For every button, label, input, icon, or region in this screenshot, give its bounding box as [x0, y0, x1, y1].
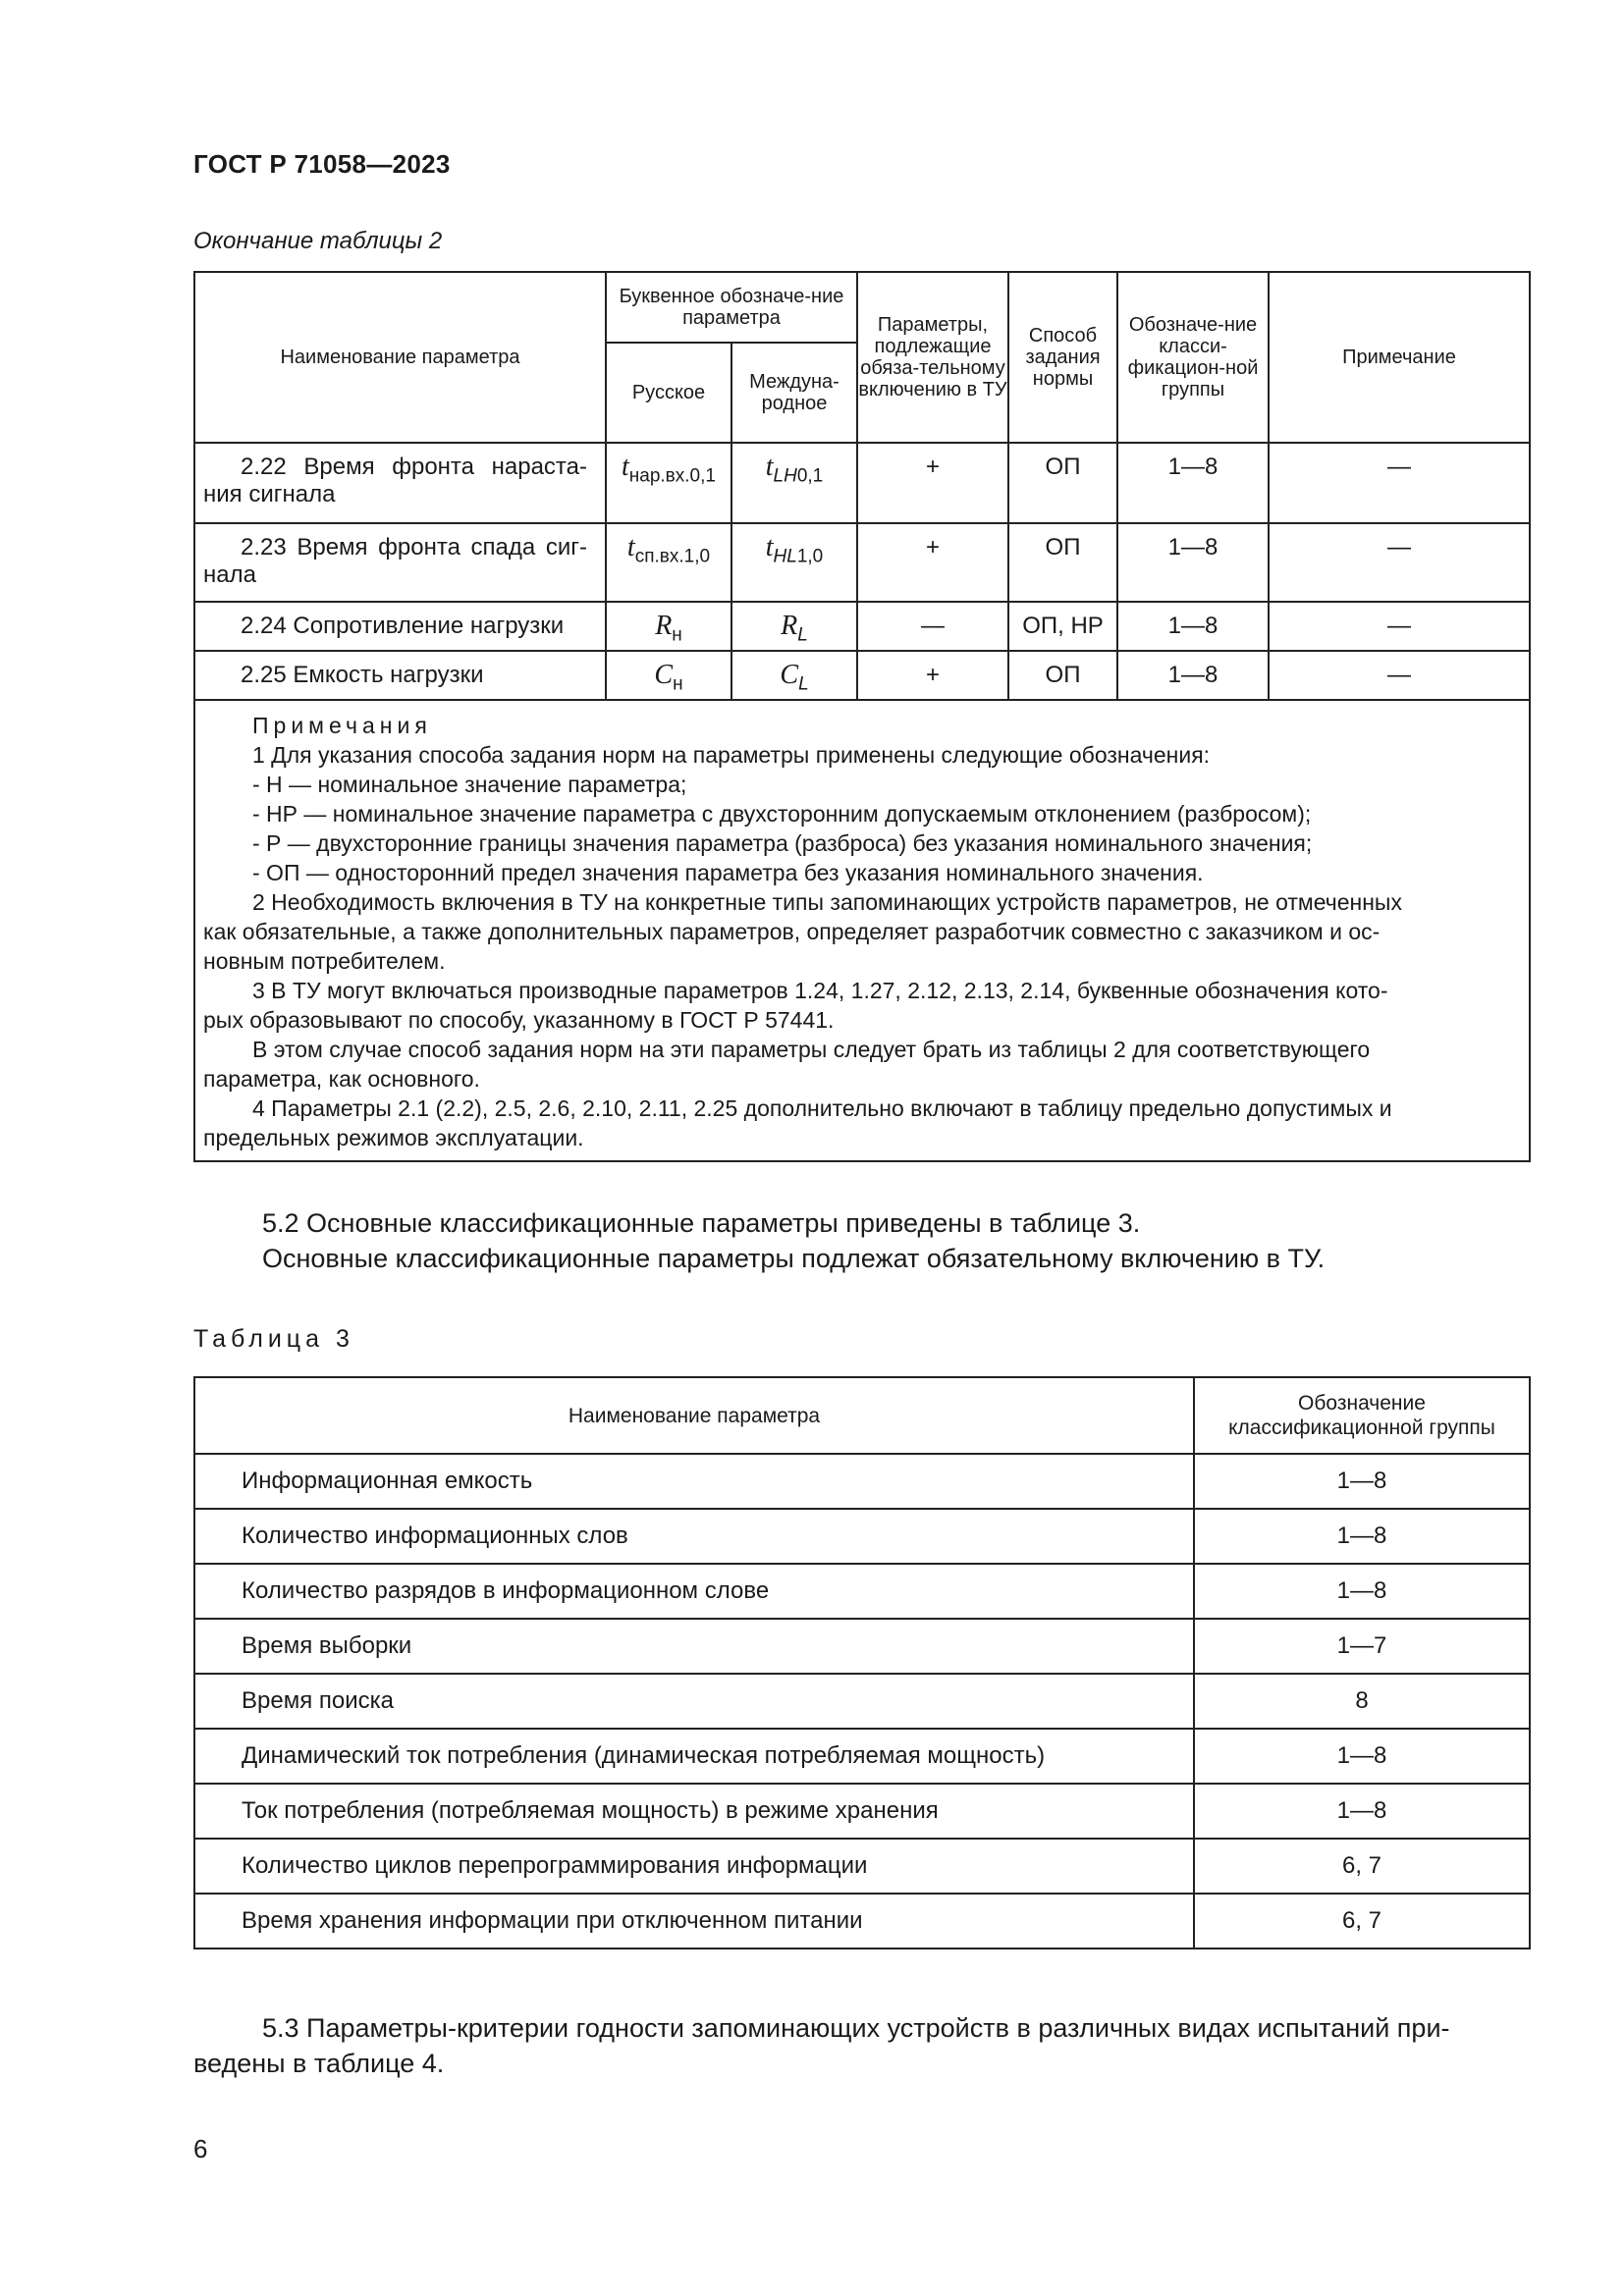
class-group: 1—8: [1194, 1729, 1530, 1784]
class-group: 1—7: [1194, 1619, 1530, 1674]
header-international: Междуна-родное: [731, 343, 857, 443]
table-row: [194, 1564, 1530, 1619]
table-2: [193, 271, 1531, 1162]
russian-symbol: $C_н$: [606, 651, 731, 700]
norm-method: ОП: [1008, 651, 1117, 700]
table3-body: [194, 1454, 1530, 1949]
header-note: Примечание: [1269, 272, 1530, 443]
note-4-line: 4 Параметры 2.1 (2.2), 2.5, 2.6, 2.10, 2.11, 2.25 дополнительно включают в таблицу предельно допустимых и: [252, 1095, 1392, 1121]
header-class-group: [1194, 1377, 1530, 1454]
norm-method: ОП: [1008, 443, 1117, 523]
parameter-name: Ток потребления (потребляемая мощность) в режиме хранения: [194, 1784, 1194, 1839]
table-row: [194, 1509, 1530, 1564]
note-1-item: - ОП — односторонний предел значения параметра без указания номинального значения.: [252, 860, 1204, 885]
table2-continuation-caption: Окончание таблицы 2: [193, 228, 443, 254]
table-row: [194, 1619, 1530, 1674]
class-group: 1—8: [1117, 651, 1269, 700]
note: —: [1269, 443, 1530, 523]
note-1-item: - НР — номинальное значение параметра с двухсторонним допускаемым отклонением (разбросом);: [252, 801, 1312, 827]
table-row: [194, 523, 1530, 602]
paragraph-line: 5.3 Параметры-критерии годности запоминающих устройств в различных видах испытаний при-: [262, 2013, 1450, 2043]
note-2-line: 2 Необходимость включения в ТУ на конкретные типы запоминающих устройств параметров, не отмеченных: [252, 889, 1402, 915]
parameter-name: Динамический ток потребления (динамическая потребляемая мощность): [194, 1729, 1194, 1784]
table-row: [194, 443, 1530, 523]
header-class-group: Обозначе-ние класси-фикацион-ной группы: [1117, 272, 1269, 443]
russian-symbol: $t_{нар.вх.0,1}$: [606, 443, 731, 523]
paragraph: 5.2 Основные классификационные параметры приведены в таблице 3.: [262, 1208, 1141, 1238]
paragraph: Основные классификационные параметры подлежат обязательному включению в ТУ.: [262, 1244, 1326, 1273]
paragraph-line: ведены в таблице 4.: [193, 2049, 445, 2078]
note-1-item: - Р — двухсторонние границы значения параметра (разброса) без указания номинального значения;: [252, 830, 1313, 856]
class-group: 1—8: [1194, 1454, 1530, 1509]
international-symbol: $R_L$: [731, 602, 857, 651]
note: —: [1269, 523, 1530, 602]
parameter-name: Информационная емкость: [194, 1454, 1194, 1509]
page-number: 6: [193, 2134, 208, 2163]
parameter-name: Время хранения информации при отключенном питании: [194, 1894, 1194, 1949]
russian-symbol: $t_{сп.вх.1,0}$: [606, 523, 731, 602]
header-class-group-line: классификационной группы: [1228, 1416, 1495, 1439]
norm-method: ОП: [1008, 523, 1117, 602]
parameter-name: Количество циклов перепрограммирования информации: [194, 1839, 1194, 1894]
international-symbol: $t_{LH0,1}$: [731, 443, 857, 523]
parameter-name: 2.24 Сопротивление нагрузки: [194, 602, 606, 651]
document-code: ГОСТ Р 71058—2023: [193, 149, 451, 179]
table-row: [194, 1674, 1530, 1729]
table3-caption: Таблица 3: [193, 1325, 354, 1353]
international-symbol: $C_L$: [731, 651, 857, 700]
section-5-3: [193, 2010, 1529, 2081]
russian-symbol: $R_н$: [606, 602, 731, 651]
header-russian: Русское: [606, 343, 731, 443]
header-parameter-name: Наименование параметра: [194, 1377, 1194, 1454]
header-letter-designation: Буквенное обозначе-ние параметра: [606, 272, 857, 343]
mandatory-mark: +: [857, 523, 1008, 602]
class-group: 8: [1194, 1674, 1530, 1729]
class-group: 6, 7: [1194, 1839, 1530, 1894]
note-3-line: В этом случае способ задания норм на эти параметры следует брать из таблицы 2 для соответствующего: [252, 1037, 1371, 1062]
note: —: [1269, 651, 1530, 700]
table-3: [193, 1376, 1531, 1949]
table-row: [194, 651, 1530, 700]
header-class-group-line: Обозначение: [1298, 1392, 1426, 1415]
table-row: [194, 1454, 1530, 1509]
table-row: [194, 1894, 1530, 1949]
note-2-line: новным потребителем.: [203, 948, 446, 974]
mandatory-mark: +: [857, 443, 1008, 523]
note: —: [1269, 602, 1530, 651]
table-row: [194, 1839, 1530, 1894]
note-1: 1 Для указания способа задания норм на параметры применены следующие обозначения:: [252, 742, 1211, 768]
header-parameter-name: Наименование параметра: [194, 272, 606, 443]
international-symbol: $t_{HL1,0}$: [731, 523, 857, 602]
note-2-line: как обязательные, а также дополнительных параметров, определяет разработчик совместно с заказчиком и ос-: [203, 919, 1380, 944]
parameter-name: 2.23 Время фронта спада сиг-нала: [194, 523, 606, 602]
note-3-line: параметра, как основного.: [203, 1066, 480, 1092]
parameter-name: Время поиска: [194, 1674, 1194, 1729]
class-group: 1—8: [1194, 1509, 1530, 1564]
note-3-line: рых образовывают по способу, указанному в ГОСТ Р 57441.: [203, 1007, 835, 1033]
class-group: 1—8: [1117, 602, 1269, 651]
parameter-name: Время выборки: [194, 1619, 1194, 1674]
table-row: [194, 602, 1530, 651]
parameter-name: 2.22 Время фронта нараста-ния сигнала: [194, 443, 606, 523]
parameter-name: Количество информационных слов: [194, 1509, 1194, 1564]
mandatory-mark: +: [857, 651, 1008, 700]
table-row: [194, 1784, 1530, 1839]
mandatory-mark: —: [857, 602, 1008, 651]
parameter-name: Количество разрядов в информационном слове: [194, 1564, 1194, 1619]
note-4-line: предельных режимов эксплуатации.: [203, 1125, 584, 1150]
notes-title: Примечания: [252, 713, 432, 738]
note-1-item: - Н — номинальное значение параметра;: [252, 772, 687, 797]
header-norm-method: Способ задания нормы: [1008, 272, 1117, 443]
class-group: 1—8: [1117, 443, 1269, 523]
note-3-line: 3 В ТУ могут включаться производные параметров 1.24, 1.27, 2.12, 2.13, 2.14, буквенные обозначения кото-: [252, 978, 1388, 1003]
header-mandatory: Параметры, подлежащие обяза-тельному включению в ТУ: [857, 272, 1008, 443]
class-group: 1—8: [1194, 1564, 1530, 1619]
parameter-name: 2.25 Емкость нагрузки: [194, 651, 606, 700]
table-notes: [194, 700, 1530, 1161]
norm-method: ОП, НР: [1008, 602, 1117, 651]
class-group: 1—8: [1117, 523, 1269, 602]
table-row: [194, 1729, 1530, 1784]
class-group: 1—8: [1194, 1784, 1530, 1839]
class-group: 6, 7: [1194, 1894, 1530, 1949]
section-5-2: [193, 1205, 1529, 1276]
notes-row: [194, 700, 1530, 1161]
